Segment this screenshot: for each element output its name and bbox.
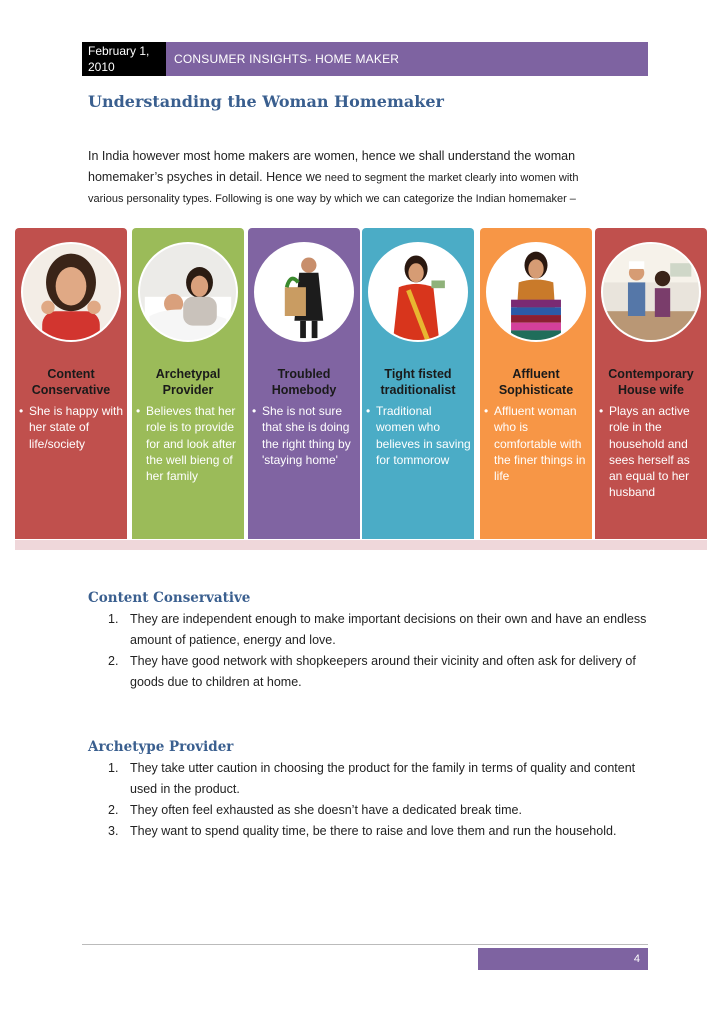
- list-text: They have good network with shopkeepers around their vicinity and often ask for delivery of goods due to children at home.: [130, 654, 636, 689]
- card-title: Contemporary House wife: [608, 367, 694, 397]
- bullet-icon: •: [599, 404, 604, 418]
- list-text: They want to spend quality time, be there to raise and love them and run the household.: [130, 824, 617, 838]
- card-title: Affluent Sophisticate: [498, 367, 574, 397]
- list-text: They are independent enough to make important decisions on their own and have an endless amount of patience, energy and love.: [130, 612, 647, 647]
- card-description: [19, 403, 125, 452]
- card-title: Troubled Homebody: [271, 367, 337, 397]
- card-archetypal-provider: [132, 228, 244, 539]
- intro-line-2a: homemaker’s psyches in detail. Hence we: [88, 170, 322, 184]
- card-affluent-sophisticate: [480, 228, 592, 539]
- bullet-icon: •: [252, 404, 257, 418]
- list-number: 1.: [108, 761, 119, 775]
- list-item: [108, 821, 648, 842]
- card-troubled-homebody: [248, 228, 360, 539]
- card-description: [136, 403, 242, 484]
- card-bullet-text: She is happy with her state of life/society: [29, 404, 124, 451]
- card-bullet-text: Believes that her role is to provide for and look after the well bieng of her family: [146, 404, 237, 484]
- list-text: They often feel exhausted as she doesn’t have a dedicated break time.: [130, 803, 522, 817]
- grocery-bag-icon: [254, 242, 354, 342]
- bullet-icon: •: [136, 404, 141, 418]
- intro-line-2b: need to segment the market clearly into women with: [321, 172, 579, 184]
- footer-divider: [82, 944, 648, 945]
- intro-paragraph: [88, 146, 648, 210]
- list-item: [108, 758, 648, 800]
- list-item: [108, 800, 648, 821]
- page-number: 4: [478, 948, 648, 970]
- caregiver-icon: [138, 242, 238, 342]
- saree-woman-icon: [368, 242, 468, 342]
- card-title: Content Conservative: [31, 367, 111, 397]
- intro-line-1: In India however most home makers are women, hence we shall understand the woman: [88, 149, 576, 163]
- section-title-archetype-provider: Archetype Provider: [88, 739, 234, 755]
- section-title-content-conservative: Content Conservative: [88, 590, 251, 606]
- list-item: [108, 651, 648, 693]
- woman-portrait-icon: [21, 242, 121, 342]
- card-content-conservative: [15, 228, 127, 539]
- list-number: 2.: [108, 654, 119, 668]
- card-description: [484, 403, 590, 484]
- header-date: February 1, 2010: [82, 42, 166, 76]
- kitchen-couple-icon: [601, 242, 701, 342]
- card-title: Tight fisted traditionalist: [380, 367, 456, 397]
- list-number: 3.: [108, 824, 119, 838]
- card-bullet-text: Affluent woman who is comfortable with the finer things in life: [494, 404, 586, 484]
- cards-base-strip: [15, 540, 707, 550]
- card-contemporary-house-wife: [595, 228, 707, 539]
- card-description: [366, 403, 472, 468]
- bullet-icon: •: [19, 404, 24, 418]
- header-title: CONSUMER INSIGHTS- HOME MAKER: [166, 42, 648, 76]
- card-description: [599, 403, 705, 501]
- card-description: [252, 403, 358, 468]
- bullet-icon: •: [484, 404, 489, 418]
- card-bullet-text: She is not sure that she is doing the right thing by 'staying home': [262, 404, 351, 467]
- shopping-woman-icon: [486, 242, 586, 342]
- intro-line-3: various personality types. Following is one way by which we can categorize the Indian homemaker –: [88, 193, 576, 205]
- list-number: 1.: [108, 612, 119, 626]
- personality-cards: [15, 228, 707, 550]
- card-tight-fisted-traditionalist: [362, 228, 474, 539]
- list-text: They take utter caution in choosing the product for the family in terms of quality and content used in the product.: [130, 761, 636, 796]
- list-item: [108, 609, 648, 651]
- card-bullet-text: Traditional women who believes in saving for tommorow: [376, 404, 471, 467]
- page-title: Understanding the Woman Homemaker: [88, 92, 444, 111]
- bullet-icon: •: [366, 404, 371, 418]
- card-title: Archetypal Provider: [155, 367, 221, 397]
- archetype-provider-list: [108, 758, 648, 842]
- card-bullet-text: Plays an active role in the household and sees herself as an equal to her husband: [609, 404, 690, 500]
- list-number: 2.: [108, 803, 119, 817]
- content-conservative-list: [108, 609, 648, 693]
- intro-line-2: [88, 167, 648, 189]
